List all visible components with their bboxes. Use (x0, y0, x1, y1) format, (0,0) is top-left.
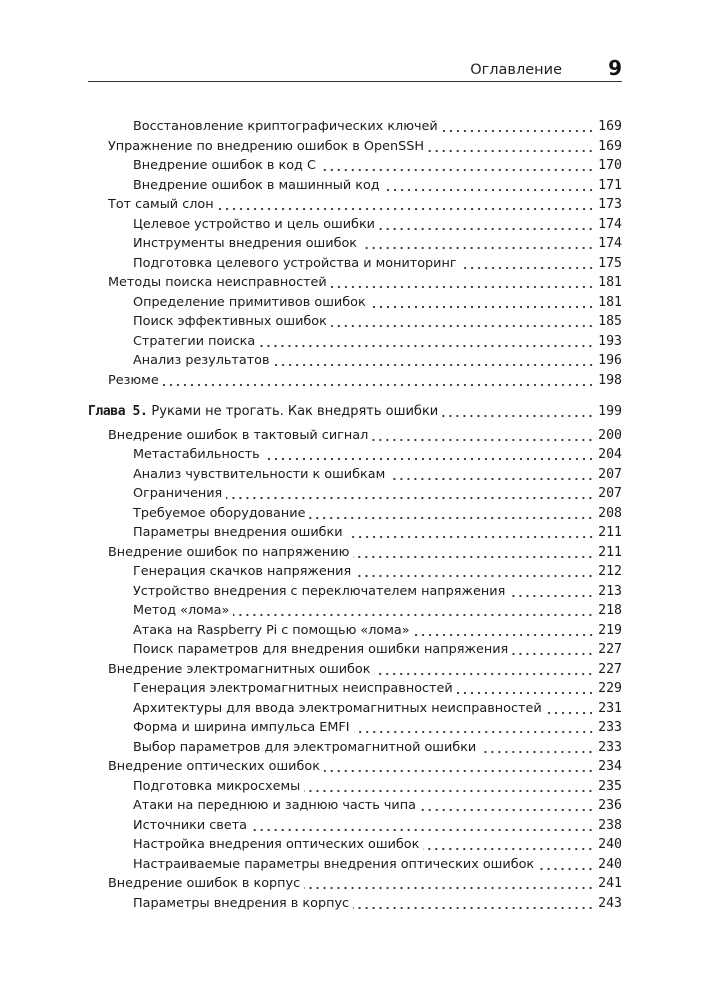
toc-entry[interactable] (133, 891, 622, 911)
toc-dot-leader (274, 353, 595, 367)
toc-entry-title: Восстановление криптографических ключей (133, 119, 438, 134)
toc-entry-title: Настраиваемые параметры внедрения оптических ошибок (133, 856, 535, 872)
toc-page-number: 235 (598, 778, 622, 794)
toc-dot-leader (512, 642, 594, 656)
toc-dot-leader (480, 740, 594, 754)
toc-entry[interactable] (133, 598, 622, 618)
toc-entry-title: Настройка внедрения оптических ошибок (133, 837, 420, 852)
toc-dot-leader (331, 275, 594, 289)
toc-dot-leader (218, 197, 595, 211)
toc-page-number: 233 (598, 720, 622, 735)
toc-dot-leader (347, 525, 595, 539)
toc-chapter-label: Глава 5. (88, 404, 148, 419)
toc-page-number: 207 (598, 466, 622, 482)
toc-entry[interactable] (133, 173, 622, 193)
toc-entry[interactable] (133, 579, 622, 599)
toc-dot-leader (226, 486, 594, 500)
toc-entry-title (88, 405, 438, 419)
toc-entry-title: Параметры внедрения в корпус (133, 895, 350, 911)
toc-entry[interactable] (133, 618, 622, 638)
toc-entry[interactable] (133, 348, 622, 368)
running-head-title: Оглавление (470, 62, 562, 78)
toc-dot-leader (251, 818, 594, 832)
toc-entry-title: Требуемое оборудование (133, 505, 306, 521)
toc-dot-leader (509, 584, 594, 598)
toc-dot-leader (372, 428, 594, 442)
toc-entry-title: Подготовка целевого устройства и мониторинг (133, 255, 457, 271)
toc-dot-leader (354, 720, 595, 734)
toc-entry-title: Метастабильность (133, 447, 260, 462)
toc-dot-leader (442, 404, 594, 418)
toc-page-number: 169 (598, 138, 622, 154)
toc-entry-title: Инструменты внедрения ошибок (133, 236, 358, 251)
toc-entry[interactable] (133, 520, 622, 540)
toc-entry[interactable] (108, 134, 622, 154)
toc-entry[interactable] (133, 442, 622, 462)
toc-entry[interactable] (108, 423, 622, 443)
toc-entry[interactable] (108, 540, 622, 560)
toc-entry[interactable] (133, 637, 622, 657)
toc-entry[interactable] (133, 462, 622, 482)
toc-entry-title: Резюме (108, 372, 159, 388)
toc-page-number: 196 (598, 353, 622, 368)
toc-entry[interactable] (108, 657, 622, 677)
toc-entry[interactable] (108, 270, 622, 290)
toc-entry-title: Внедрение оптических ошибок (108, 759, 320, 774)
toc-page-number: 173 (598, 197, 622, 212)
toc-entry[interactable] (133, 251, 622, 271)
toc-entry-title: Внедрение ошибок в машинный код (133, 177, 380, 193)
toc-entry[interactable] (108, 871, 622, 891)
toc-entry-title: Внедрение ошибок в код C (133, 158, 316, 173)
toc-page-number: 238 (598, 817, 622, 833)
toc-page-number: 240 (598, 837, 622, 852)
toc-entry-title: Целевое устройство и цель ошибки (133, 216, 375, 232)
toc-entry-title: Анализ результатов (133, 353, 270, 368)
toc-entry-title: Упражнение по внедрению ошибок в OpenSSH (108, 138, 424, 154)
toc-dot-leader (361, 236, 594, 250)
toc-dot-leader (384, 178, 595, 192)
toc-entry[interactable] (133, 114, 622, 134)
toc-dot-leader (331, 314, 594, 328)
toc-dot-leader (353, 896, 594, 910)
toc-entry-title: Параметры внедрения ошибки (133, 525, 343, 540)
toc-page-number: 181 (598, 275, 622, 290)
toc-dot-leader (389, 467, 594, 481)
toc-page-number: 218 (598, 603, 622, 618)
toc-page-number: 211 (598, 544, 622, 560)
toc-dot-leader (264, 447, 594, 461)
toc-entry[interactable] (133, 231, 622, 251)
toc-page-number: 169 (598, 119, 622, 134)
toc-entry-title: Атаки на переднюю и заднюю часть чипа (133, 798, 416, 813)
toc-entry[interactable] (133, 774, 622, 794)
toc-entry-title: Генерация электромагнитных неисправностей (133, 681, 453, 696)
toc-entry-title: Выбор параметров для электромагнитной ошибки (133, 739, 477, 755)
toc-entry[interactable] (133, 813, 622, 833)
toc-page-number: 200 (598, 427, 622, 443)
toc-dot-leader (374, 662, 594, 676)
toc-entry-title: Метод «лома» (133, 603, 230, 618)
toc-chapter-entry[interactable] (88, 399, 622, 419)
toc-dot-leader (379, 217, 594, 231)
toc-entry-title: Архитектуры для ввода электромагнитных неисправностей (133, 700, 542, 716)
toc-entry-title: Устройство внедрения с переключателем напряжения (133, 583, 506, 599)
toc-dot-leader (423, 837, 594, 851)
toc-dot-leader (355, 564, 594, 578)
toc-page-number: 211 (598, 525, 622, 540)
toc-entry-title: Внедрение ошибок по напряжению (108, 544, 350, 560)
toc-entry-title: Источники света (133, 817, 247, 833)
toc-entry[interactable] (133, 329, 622, 349)
toc-entry[interactable] (133, 559, 622, 579)
toc-page-number: 208 (598, 505, 622, 521)
toc-entry[interactable] (133, 832, 622, 852)
toc-entry[interactable] (133, 676, 622, 696)
page-number: 9 (608, 56, 622, 80)
toc-entry[interactable] (133, 212, 622, 232)
toc-entry-title: Методы поиска неисправностей (108, 275, 327, 290)
toc-entry-title: Внедрение ошибок в корпус (108, 876, 301, 891)
toc-entry-title: Подготовка микросхемы (133, 778, 301, 794)
toc-entry[interactable] (108, 368, 622, 388)
toc-page-number: 233 (598, 739, 622, 755)
toc-page-number: 241 (598, 876, 622, 891)
toc-dot-leader (233, 603, 594, 617)
toc-page-number: 234 (598, 759, 622, 774)
toc-entry-title: Поиск эффективных ошибок (133, 314, 327, 329)
toc-dot-leader (428, 139, 594, 153)
toc-dot-leader (461, 256, 595, 270)
toc-dot-leader (546, 701, 595, 715)
toc-page-number: 193 (598, 333, 622, 349)
toc-entry-title: Генерация скачков напряжения (133, 564, 352, 579)
toc-page-number: 181 (598, 294, 622, 310)
toc-dot-leader (320, 158, 594, 172)
toc-dot-leader (163, 373, 594, 387)
toc-page-number: 229 (598, 681, 622, 696)
toc-page-number: 207 (598, 486, 622, 501)
toc-dot-leader (370, 295, 595, 309)
toc-page-number: 227 (598, 642, 622, 657)
toc-dot-leader (538, 857, 594, 871)
toc-entry[interactable] (133, 715, 622, 735)
toc-dot-leader (353, 545, 594, 559)
toc-entry[interactable] (133, 696, 622, 716)
toc-dot-leader (259, 334, 594, 348)
toc-entry[interactable] (133, 852, 622, 872)
toc-page-number: 204 (598, 447, 622, 462)
toc-dot-leader (442, 119, 594, 133)
toc-page-number: 236 (598, 798, 622, 813)
toc-entry[interactable] (133, 501, 622, 521)
toc-page-number: 213 (598, 583, 622, 599)
toc-dot-leader (324, 759, 594, 773)
toc-page-number: 243 (598, 895, 622, 911)
toc-dot-leader (457, 681, 594, 695)
toc-entry-title: Атака на Raspberry Pi с помощью «лома» (133, 622, 410, 638)
toc-entry-title: Ограничения (133, 486, 223, 501)
toc-page-number: 171 (598, 177, 622, 193)
toc-page-number: 219 (598, 622, 622, 638)
toc-entry[interactable] (133, 309, 622, 329)
toc-entry[interactable] (108, 192, 622, 212)
toc-entry-title: Внедрение ошибок в тактовый сигнал (108, 427, 369, 443)
toc-entry-title: Внедрение электромагнитных ошибок (108, 661, 371, 677)
toc-entry-title: Тот самый слон (108, 197, 214, 212)
toc-entry[interactable] (133, 481, 622, 501)
toc-dot-leader (309, 506, 594, 520)
toc-entry[interactable] (133, 793, 622, 813)
toc-page-number: 231 (598, 700, 622, 716)
toc-entry-title: Форма и ширина импульса EMFI (133, 720, 350, 735)
toc-page-number: 212 (598, 564, 622, 579)
toc-page-number: 175 (598, 255, 622, 271)
toc-entry[interactable] (133, 290, 622, 310)
toc-page-number: 185 (598, 314, 622, 329)
toc-page-number: 174 (598, 216, 622, 232)
toc-page-number: 174 (598, 236, 622, 251)
toc-dot-leader (420, 798, 594, 812)
toc-page-number: 240 (598, 856, 622, 872)
toc-entry[interactable] (108, 754, 622, 774)
toc-page-number: 227 (598, 661, 622, 677)
toc-entry-title: Стратегии поиска (133, 333, 256, 349)
toc-page-number: 199 (598, 404, 622, 419)
toc-dot-leader (304, 779, 594, 793)
toc-entry[interactable] (133, 153, 622, 173)
toc-dot-leader (414, 623, 595, 637)
toc-chapter-title: Руками не трогать. Как внедрять ошибки (151, 404, 439, 419)
toc-entry-title: Поиск параметров для внедрения ошибки напряжения (133, 642, 509, 657)
toc-dot-leader (304, 876, 594, 890)
toc-page-number: 170 (598, 158, 622, 173)
toc-entry-title: Определение примитивов ошибок (133, 294, 366, 310)
toc-page-number: 198 (598, 372, 622, 388)
toc-entry-title: Анализ чувствительности к ошибкам (133, 466, 386, 482)
toc-entry[interactable] (133, 735, 622, 755)
